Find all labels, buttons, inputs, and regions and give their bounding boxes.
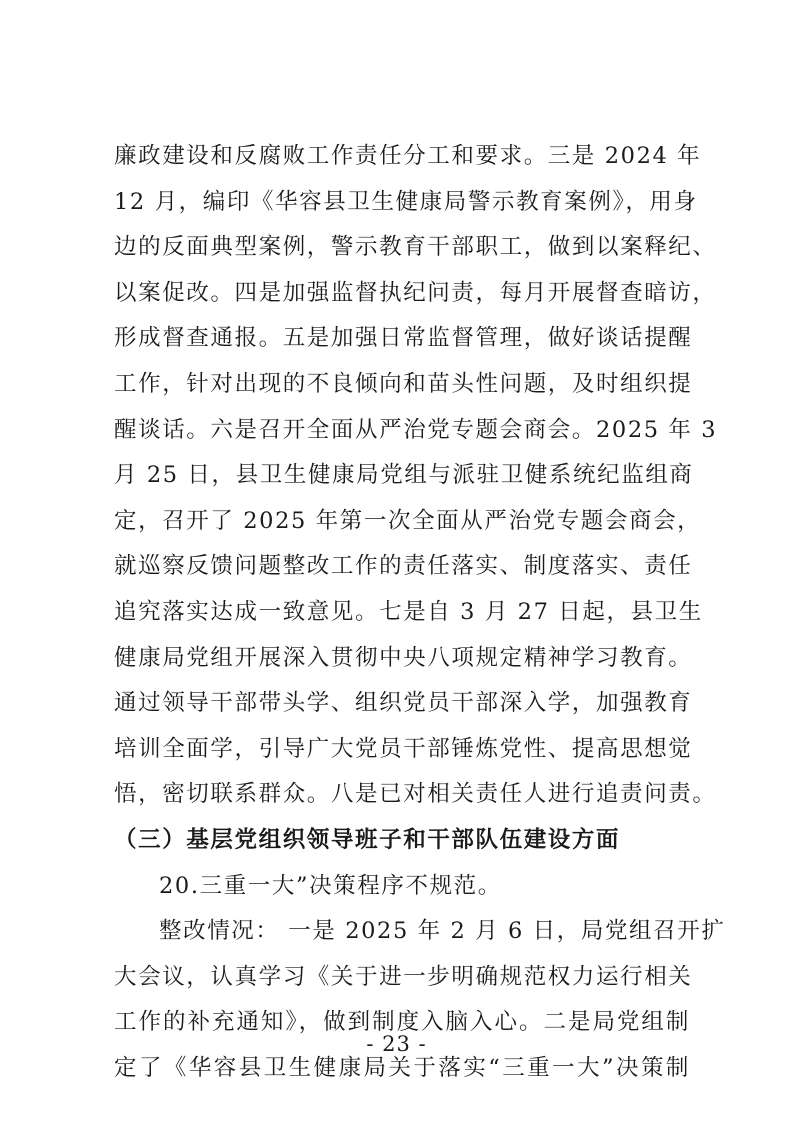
rectification-line: 大会议，认真学习《关于进一步明确规范权力运行相关: [114, 963, 693, 990]
paragraph-line: 醒谈话。六是召开全面从严治党专题会商会。2025 年 3: [114, 416, 718, 443]
document-body: [114, 134, 726, 1091]
paragraph-line: 工作，针对出现的不良倾向和苗头性问题，及时组织提: [114, 370, 693, 397]
rectification-line: 整改情况： 一是 2025 年 2 月 6 日，局党组召开扩: [159, 918, 726, 945]
paragraph-line: 形成督查通报。五是加强日常监督管理，做好谈话提醒: [114, 325, 693, 352]
paragraph-line: 通过领导干部带头学、组织党员干部深入学，加强教育: [114, 690, 693, 717]
paragraph-line: 廉政建设和反腐败工作责任分工和要求。三是 2024 年: [114, 143, 702, 169]
paragraph-line: 月 25 日，县卫生健康局党组与派驻卫健系统纪监组商: [114, 462, 694, 489]
item-title: 20.三重一大”决策程序不规范。: [159, 872, 502, 899]
page-number: - 23 -: [366, 1032, 427, 1056]
paragraph-line: 就巡察反馈问题整改工作的责任落实、制度落实、责任: [114, 553, 693, 580]
rectification-line: 工作的补充通知》，做到制度入脑入心。二是局党组制: [114, 1009, 690, 1036]
paragraph-line: 12 月，编印《华容县卫生健康局警示教育案例》，用身: [114, 188, 698, 215]
paragraph-line: 定，召开了 2025 年第一次全面从严治党专题会商会，: [114, 507, 702, 534]
paragraph-line: 培训全面学，引导广大党员干部锤炼党性、提高思想觉: [114, 735, 693, 762]
paragraph-line: 边的反面典型案例，警示教育干部职工，做到以案释纪、: [114, 234, 717, 261]
rectification-line: 定了《华容县卫生健康局关于落实“三重一大”决策制: [114, 1054, 690, 1081]
section-heading: （三）基层党组织领导班子和干部队伍建设方面: [114, 826, 621, 853]
paragraph-line: 以案促改。四是加强监督执纪问责，每月开展督查暗访，: [114, 279, 717, 306]
paragraph-line: 追究落实达成一致意见。七是自 3 月 27 日起，县卫生: [114, 598, 703, 625]
paragraph-line: 悟，密切联系群众。八是已对相关责任人进行追责问责。: [114, 781, 717, 808]
paragraph-line: 健康局党组开展深入贯彻中央八项规定精神学习教育。: [114, 644, 693, 671]
